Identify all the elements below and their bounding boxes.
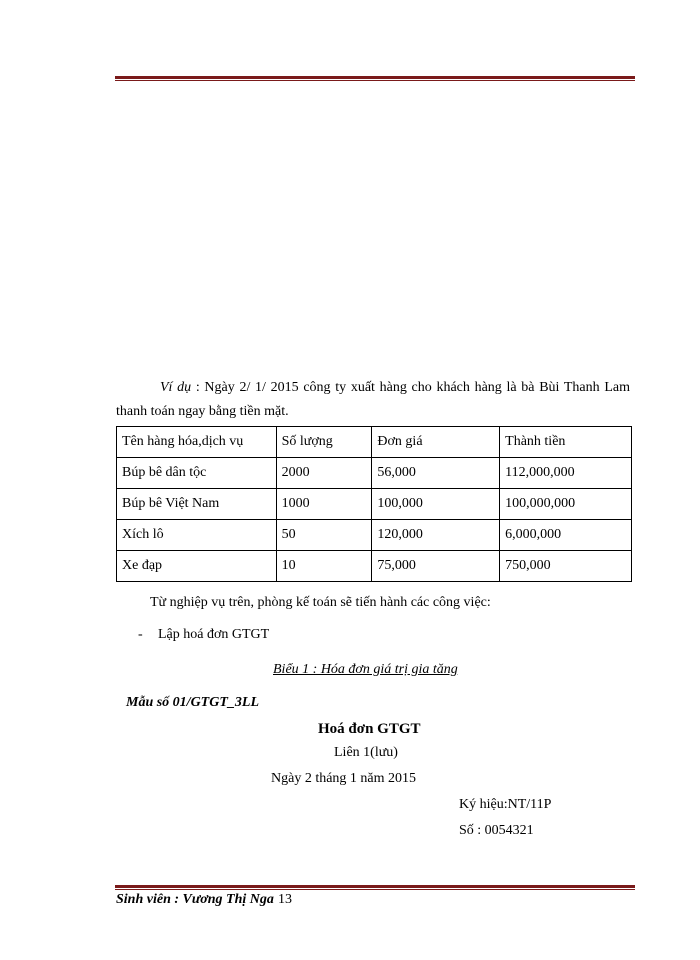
- footer-student-name: Sinh viên : Vương Thị Nga: [116, 892, 274, 907]
- page-number: 13: [278, 892, 292, 907]
- invoice-date: Ngày 2 tháng 1 năm 2015: [271, 771, 417, 786]
- cell-quantity: 1000: [276, 489, 372, 520]
- cell-amount: 100,000,000: [500, 489, 632, 520]
- cell-amount: 112,000,000: [500, 458, 632, 489]
- example-paragraph: [116, 376, 630, 424]
- table-header-row: [117, 427, 632, 458]
- cell-goods-name: Búp bê Việt Nam: [117, 489, 277, 520]
- header-quantity: Số lượng: [276, 427, 372, 458]
- invoice-title: Hoá đơn GTGT: [318, 721, 421, 737]
- invoice-number: Số : 0054321: [459, 823, 534, 838]
- example-lead: Ví dụ: [160, 380, 192, 395]
- footer-rule: [115, 885, 635, 890]
- table-row: [117, 551, 632, 582]
- example-text: : Ngày 2/ 1/ 2015 công ty xuất hàng cho khách hàng là bà Bùi Thanh Lam thanh toán ngay bằng tiền mặt.: [116, 380, 630, 419]
- cell-amount: 6,000,000: [500, 520, 632, 551]
- table-row: [117, 458, 632, 489]
- cell-goods-name: Xích lô: [117, 520, 277, 551]
- cell-goods-name: Xe đạp: [117, 551, 277, 582]
- followup-text: Từ nghiệp vụ trên, phòng kế toán sẽ tiến hành các công việc:: [150, 595, 491, 610]
- cell-unit-price: 100,000: [372, 489, 500, 520]
- goods-table: [116, 426, 632, 582]
- invoice-copy-label: Liên 1(lưu): [334, 745, 398, 760]
- table-row: [117, 520, 632, 551]
- figure-caption: Biểu 1 : Hóa đơn giá trị gia tăng: [273, 662, 458, 677]
- header-amount: Thành tiền: [500, 427, 632, 458]
- cell-amount: 750,000: [500, 551, 632, 582]
- invoice-serial: Ký hiệu:NT/11P: [459, 797, 552, 812]
- bullet-text: Lập hoá đơn GTGT: [158, 627, 270, 642]
- form-code: Mẫu số 01/GTGT_3LL: [126, 695, 259, 710]
- header-rule: [115, 76, 635, 81]
- cell-goods-name: Búp bê dân tộc: [117, 458, 277, 489]
- header-unit-price: Đơn giá: [372, 427, 500, 458]
- cell-unit-price: 120,000: [372, 520, 500, 551]
- table-row: [117, 489, 632, 520]
- cell-quantity: 10: [276, 551, 372, 582]
- bullet-dash: -: [138, 627, 143, 642]
- cell-quantity: 50: [276, 520, 372, 551]
- cell-unit-price: 56,000: [372, 458, 500, 489]
- cell-quantity: 2000: [276, 458, 372, 489]
- header-goods-name: Tên hàng hóa,dịch vụ: [117, 427, 277, 458]
- cell-unit-price: 75,000: [372, 551, 500, 582]
